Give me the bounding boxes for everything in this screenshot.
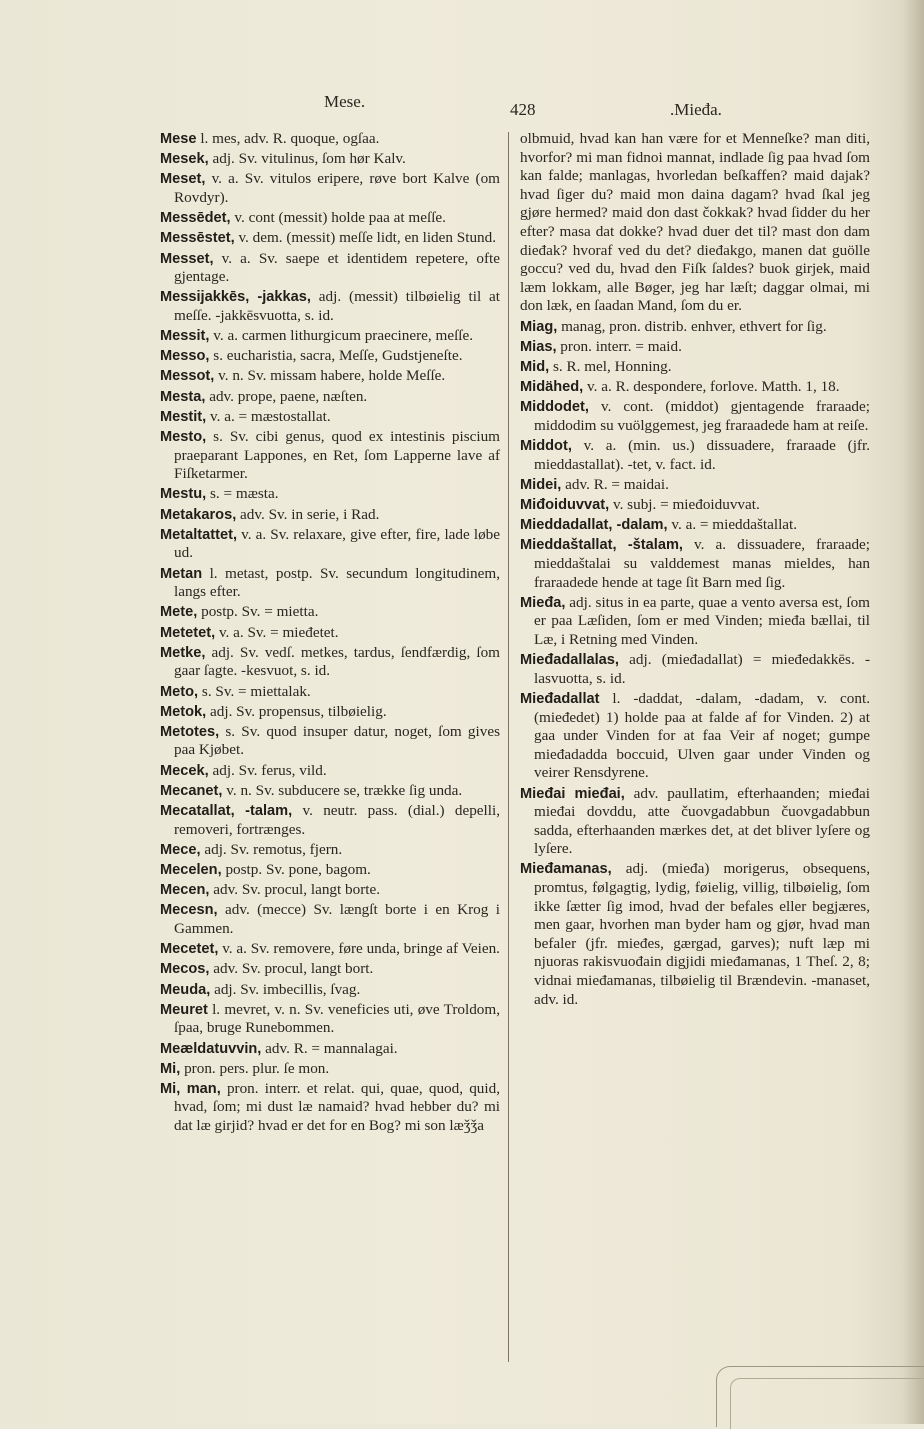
entry-definition: v. a. Sv. relaxare, give efter, fire, lade løbe ud. <box>174 525 500 562</box>
entry-definition: adj. Sv. vitulinus, ſom hør Kalv. <box>208 150 406 168</box>
entry-headword: Mesek, <box>160 151 209 168</box>
entry-definition: adj. Sv. imbecillis, ſvag. <box>210 980 361 998</box>
left-column <box>160 130 500 1137</box>
entry-headword: Middot, <box>520 438 572 455</box>
entry-definition: adj. (mieđadallat) = mieđedakkēs. -lasvuotta, s. id. <box>534 651 870 687</box>
entry-headword: Mi, man, <box>160 1080 221 1097</box>
dictionary-entry <box>160 506 500 525</box>
entry-headword: Meto, <box>160 683 199 700</box>
running-head-right: .Mieđa. <box>670 100 722 119</box>
dictionary-entry <box>160 802 500 839</box>
dictionary-entry <box>520 860 870 1009</box>
entry-headword: Mieđamanas, <box>520 861 612 878</box>
entry-headword: Metke, <box>160 644 206 661</box>
entry-headword: Mieđa, <box>520 594 566 611</box>
entry-definition: v. a. dissuadere, fraraade; mieddaštalai su valddemest manas mieldes, han fraraadede hende at tage ſit Barn med ſig. <box>534 536 870 591</box>
running-head-left: Mese. <box>324 92 366 111</box>
entry-definition: v. neutr. pass. (dial.) depelli, removeri, fortrænges. <box>174 802 500 838</box>
entry-definition: v. a. (min. us.) dissuadere, fraraade (jfr. mieddastallat). -tet, v. fact. id. <box>534 437 870 473</box>
entry-definition: v. a. Sv. vitulos eripere, røve bort Kalve (om Rovdyr). <box>174 170 500 206</box>
entry-headword: Messot, <box>160 368 215 385</box>
entry-definition: adj. (mieđa) morigerus, obsequens, promtus, følgagtig, lydig, føielig, villig, tilbøielig, ſom ikke ſætter ſig imod, hvad der befales eller begjæres, men gaar, hvorhen man byder ham og gjør, hvad man befaler (jfr. mieđes, gærgad, garves); nuft læp mi njuoras rakisvuođain digjidi mieđamanas, 1 Theſ. 2, 8; vidnai mieđamanas, tilbøielig til Brændevin. -manaset, adv. id. <box>534 860 870 1008</box>
entry-headword: Midähed, <box>520 379 584 396</box>
entry-headword: Mieđadallat <box>520 690 600 707</box>
dictionary-entry <box>160 683 500 702</box>
dictionary-entry <box>160 644 500 681</box>
entry-definition: s. Sv. = miettalak. <box>198 682 311 700</box>
entry-definition: adv. (mecce) Sv. længſt borte i en Krog i Gammen. <box>174 901 500 937</box>
entry-definition: adj. Sv. ferus, vild. <box>208 761 327 779</box>
entry-definition: s. Sv. cibi genus, quod ex intestinis piscium praeparant Lappones, en Ret, ſom Lapperne lave af Fiſketarmer. <box>174 428 500 483</box>
dictionary-entry <box>520 785 870 859</box>
entry-definition: v. dem. (messit) meſſe lidt, en liden Stund. <box>234 229 497 247</box>
page-edge-tab-inner <box>730 1378 924 1429</box>
entry-definition: adv. R. = mannalagai. <box>261 1039 398 1057</box>
page-edge-shadow <box>902 0 924 1424</box>
dictionary-entry <box>160 1040 500 1059</box>
entry-definition: l. -daddat, -dalam, -dadam, v. cont. (mieđedet) 1) holde paa at falde af for Vinden. 2) at gaa under Vinden for at faa Veir af noget; gumpe mieđadadda boccuid, Ulven gaar under Vinden og veirer Rensdyrene. <box>534 689 870 782</box>
entry-definition: adj. situs in ea parte, quae a vento aversa est, ſom er paa Læſiden, ſom er med Vinden; mieđa bællai, til Læ, i Retning med Vinden. <box>534 593 870 648</box>
dictionary-entry <box>160 130 500 149</box>
dictionary-entry <box>160 565 500 602</box>
entry-definition: adv. Sv. procul, langt borte. <box>209 881 381 899</box>
entry-definition: v. subj. = mieđoiduvvat. <box>609 496 760 514</box>
dictionary-entry <box>520 338 870 357</box>
entry-definition: s. R. mel, Honning. <box>549 357 672 375</box>
dictionary-entry <box>520 516 870 535</box>
dictionary-entry <box>160 170 500 207</box>
entry-headword: Mesto, <box>160 429 207 446</box>
dictionary-entry <box>160 762 500 781</box>
entry-headword: Mecanet, <box>160 782 223 799</box>
entry-headword: Meuret <box>160 1001 208 1018</box>
entry-definition: s. eucharistia, sacra, Meſſe, Gudstjeneſte. <box>209 347 463 365</box>
entry-headword: Messet, <box>160 250 214 267</box>
right-column <box>520 130 870 1011</box>
dictionary-entry <box>160 901 500 938</box>
entry-definition: manag, pron. distrib. enhver, ethvert for ſig. <box>557 317 827 335</box>
entry-headword: Mesta, <box>160 388 206 405</box>
dictionary-entry <box>160 250 500 287</box>
entry-definition: v. cont. (middot) gjentagende fraraade; middodim su vuölggemest, jeg fraraadede ham at reiſe. <box>534 398 870 434</box>
entry-headword: Mіđoiduvvat, <box>520 497 610 514</box>
dictionary-entry <box>160 861 500 880</box>
entry-headword: Mieddadallat, -dalam, <box>520 517 668 534</box>
entry-headword: Mecen, <box>160 882 210 899</box>
entry-headword: Middodet, <box>520 399 589 416</box>
entry-definition: v. a. carmen lithurgicum praecinere, meſſe. <box>209 327 474 345</box>
entry-definition: adj. (messit) tilbøielig til at meſſe. -jakkēsvuotta, s. id. <box>174 288 500 324</box>
dictionary-entry <box>160 940 500 959</box>
entry-definition: v. a. Sv. = mieđetet. <box>215 623 339 641</box>
entry-headword: Metetet, <box>160 624 216 641</box>
entry-headword: Mecatallat, -talam, <box>160 803 293 820</box>
dictionary-entry <box>520 690 870 783</box>
entry-headword: Metaltattet, <box>160 526 238 543</box>
entry-headword: Midei, <box>520 476 562 493</box>
entry-definition: v. a. R. despondere, forlove. Matth. 1, 18. <box>583 378 840 396</box>
entry-headword: Mecesn, <box>160 902 218 919</box>
entry-headword: Miag, <box>520 318 558 335</box>
entry-definition: adv. paullatim, efterhaanden; mieđai mieđai dovddu, atte čuovgadabbun čuovgadabbun sadda, efterhaanden mærkes det, at det bliver lyſere og lyſere. <box>534 784 870 858</box>
entry-definition: l. metast, postp. Sv. secundum longitudinem, langs efter. <box>174 564 500 601</box>
entry-definition: adv. Sv. procul, langt bort. <box>209 960 374 978</box>
dictionary-entry <box>160 624 500 643</box>
entry-definition: v. cont (messit) holde paa at meſſe. <box>230 209 446 227</box>
dictionary-entry <box>520 358 870 377</box>
dictionary-entry <box>160 841 500 860</box>
dictionary-entry <box>520 398 870 435</box>
dictionary-entry <box>160 526 500 563</box>
dictionary-entry <box>520 476 870 495</box>
dictionary-entry <box>160 229 500 248</box>
dictionary-entry <box>160 782 500 801</box>
entry-headword: Mieđadallalas, <box>520 652 619 669</box>
entry-definition: adj. Sv. remotus, fjern. <box>200 840 343 858</box>
entry-headword: Messo, <box>160 348 210 365</box>
dictionary-entry <box>160 723 500 760</box>
entry-definition: v. a. = mæstostallat. <box>206 407 331 425</box>
entry-headword: Metan <box>160 565 203 582</box>
entry-definition: adj. Sv. propensus, tilbøielig. <box>206 702 387 720</box>
entry-definition: s. = mæsta. <box>206 485 279 503</box>
entry-definition: v. n. Sv. subducere se, trække ſig unda. <box>222 781 463 799</box>
dictionary-entry <box>160 347 500 366</box>
dictionary-entry <box>160 603 500 622</box>
entry-headword: Mete, <box>160 604 198 621</box>
entry-headword: Metok, <box>160 703 207 720</box>
page-number: 428 <box>510 100 536 119</box>
entry-definition: pron. pers. plur. ſe mon. <box>180 1059 330 1077</box>
dictionary-entry <box>520 651 870 688</box>
entry-headword: Mecelen, <box>160 862 222 878</box>
entry-headword: Mid, <box>520 358 550 375</box>
entry-headword: Messit, <box>160 328 210 345</box>
entry-headword: Mese <box>160 131 197 147</box>
dictionary-entry <box>160 703 500 722</box>
dictionary-entry <box>520 496 870 515</box>
entry-headword: Metotes, <box>160 723 220 740</box>
dictionary-entry <box>520 437 870 474</box>
dictionary-entry <box>160 388 500 407</box>
dictionary-entry <box>160 981 500 1000</box>
dictionary-entry <box>520 378 870 397</box>
column-divider <box>508 132 509 1362</box>
entry-headword: Mece, <box>160 841 201 858</box>
entry-headword: Meældatuvvin, <box>160 1040 262 1057</box>
entry-definition: v. a. Sv. removere, føre unda, bringe af Veien. <box>218 940 500 958</box>
entry-definition: v. a. = mieddaštallat. <box>667 516 798 534</box>
dictionary-entry <box>160 327 500 346</box>
entry-headword: Meuda, <box>160 981 211 998</box>
entry-headword: Messēdet, <box>160 210 231 227</box>
entry-definition: adv. prope, paene, næſten. <box>205 387 368 405</box>
entry-headword: Mi, <box>160 1060 181 1077</box>
dictionary-entry <box>160 209 500 228</box>
dictionary-entry <box>160 1080 500 1136</box>
entry-headword: Mecos, <box>160 961 210 978</box>
dictionary-entry <box>160 150 500 169</box>
dictionary-entry <box>520 130 870 316</box>
entry-headword: Messēstet, <box>160 230 235 247</box>
entry-definition: v. a. Sv. saepe et identidem repetere, ofte gjentage. <box>174 249 500 286</box>
entry-definition: adv. R. = maidai. <box>561 475 669 493</box>
entry-definition: adj. Sv. vedſ. metkes, tardus, ſendfærdig, ſom gaar ſagte. -kesvuot, s. id. <box>174 643 500 680</box>
entry-definition: s. Sv. quod insuper datur, noget, ſom gives paa Kjøbet. <box>174 722 500 759</box>
entry-headword: Mieđai mieđai, <box>520 785 625 802</box>
dictionary-entry <box>160 960 500 979</box>
dictionary-entry <box>160 1060 500 1079</box>
entry-headword: Messijakkēs, -jakkas, <box>160 289 311 306</box>
dictionary-entry <box>520 318 870 337</box>
entry-definition: postp. Sv. = mietta. <box>197 603 319 621</box>
entry-definition: postp. Sv. pone, bagom. <box>221 861 371 878</box>
entry-headword: Mecek, <box>160 762 209 779</box>
entry-headword: Mecetet, <box>160 941 219 958</box>
dictionary-entry <box>160 408 500 427</box>
dictionary-entry <box>160 367 500 386</box>
entry-headword: Metakaros, <box>160 506 237 523</box>
dictionary-entry <box>160 1001 500 1038</box>
entry-headword: Mestu, <box>160 486 207 503</box>
entry-definition: l. mevret, v. n. Sv. veneficies uti, øve Troldom, ſpaa, bruge Runebommen. <box>174 1000 500 1037</box>
dictionary-entry <box>160 288 500 325</box>
dictionary-entry <box>520 536 870 592</box>
dictionary-entry <box>160 881 500 900</box>
entry-definition: l. mes, adv. R. quoque, ogſaa. <box>196 130 380 147</box>
entry-definition: pron. interr. et relat. qui, quae, quod, quid, hvad, ſom; mi dust læ namaid? hvad hebber du? mi dat læ girjid? hvad er det for en Bog? mi son læǯǯa <box>174 1079 500 1135</box>
dictionary-entry <box>160 428 500 484</box>
entry-definition: adv. Sv. in serie, i Rad. <box>236 505 380 523</box>
entry-definition: pron. interr. = maid. <box>556 337 682 355</box>
dictionary-entry <box>160 485 500 504</box>
entry-headword: Meset, <box>160 171 206 188</box>
entry-definition: v. n. Sv. missam habere, holde Meſſe. <box>214 367 446 385</box>
entry-definition: olbmuid, hvad kan han være for et Menneſke? man diti, hvorfor? mi man fidnoi mannat, indlade ſig paa hvad ſom kan falde; manlagas, hvorledan beſkaffen? maid dajak? hvad ſiger du? maid mon daina dagam? hvad ſkal jeg gjøre hermed? maid don dast čokkak? hvad ſidder du her efter? masa dat dokke? hvad duer det til? mast don dam dieđak? hvoraf ved du det? dieđakgo, manen dat guölle goccu? ved du, hvad den Fiſk ſaldes? buok girjek, maid læm lokkam, alle Bøger, jeg har læſt; daggar olmai, mi don læk, en ſaadan Mand, ſom du er. <box>520 130 870 315</box>
entry-headword: Mias, <box>520 338 557 355</box>
entry-headword: Mestit, <box>160 408 207 425</box>
entry-headword: Mieddaštallat, -štalam, <box>520 537 683 554</box>
dictionary-entry <box>520 594 870 650</box>
